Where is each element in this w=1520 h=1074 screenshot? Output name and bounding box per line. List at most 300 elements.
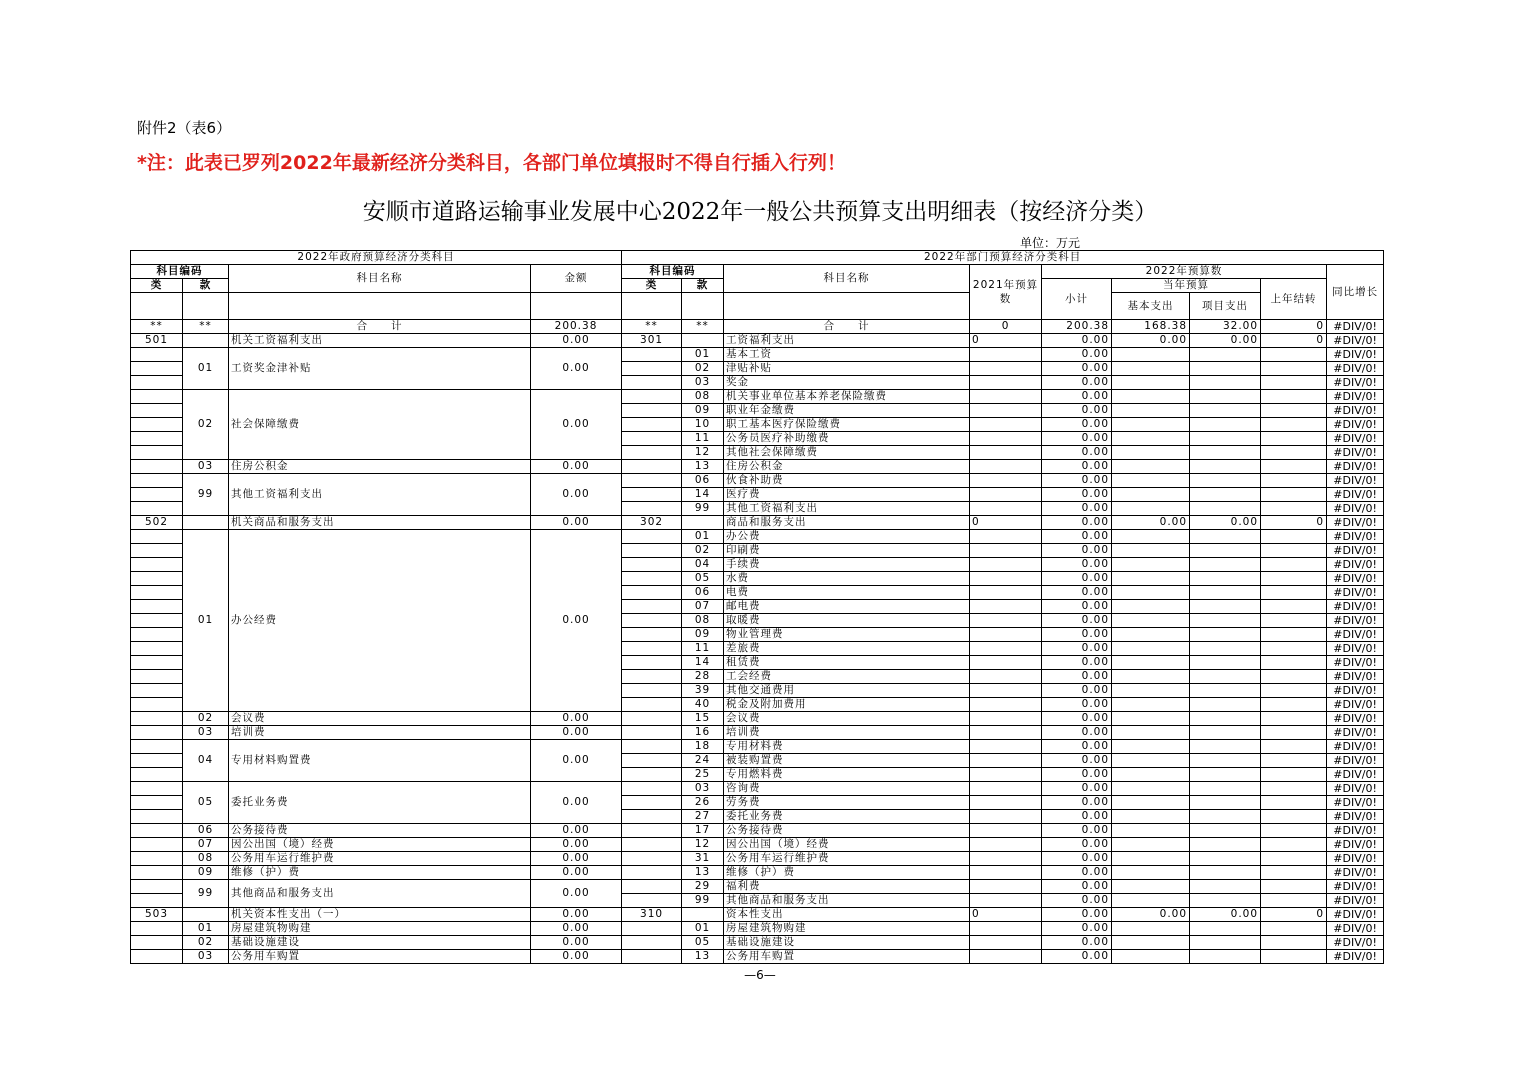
cell-dkuan: 13 [682, 460, 724, 474]
carryover-header: 上年结转 [1261, 279, 1327, 320]
cell-dname: 其他社会保障缴费 [724, 446, 970, 460]
cell-project [1190, 530, 1261, 544]
page-number: —6— [744, 968, 776, 982]
cell-dlei [622, 642, 682, 656]
cell-subtotal: 0.00 [1042, 950, 1112, 964]
cell-carry [1261, 348, 1327, 362]
cell-carry [1261, 698, 1327, 712]
cell-dlei [622, 740, 682, 754]
cell-dname: 印刷费 [724, 544, 970, 558]
table-row [131, 922, 1384, 936]
cell-dlei [622, 614, 682, 628]
cell-growth: #DIV/0! [1327, 712, 1384, 726]
cell-dkuan: 03 [682, 782, 724, 796]
current-year-header: 当年预算 [1112, 279, 1261, 293]
cell-prev [970, 880, 1042, 894]
cell-prev [970, 348, 1042, 362]
cell-lei [131, 656, 183, 670]
cell-basic [1112, 488, 1190, 502]
cell-basic [1112, 474, 1190, 488]
cell-lei [131, 404, 183, 418]
cell-dname: 职工基本医疗保险缴费 [724, 418, 970, 432]
cell-dlei [622, 656, 682, 670]
cell-dname: 物业管理费 [724, 628, 970, 642]
cell-basic [1112, 922, 1190, 936]
cell-dkuan: 05 [682, 572, 724, 586]
cell-prev [970, 670, 1042, 684]
total-subtotal: 200.38 [1042, 320, 1112, 334]
cell-project [1190, 936, 1261, 950]
cell-growth: #DIV/0! [1327, 656, 1384, 670]
table-row [131, 950, 1384, 964]
cell-prev [970, 656, 1042, 670]
cell-subtotal: 0.00 [1042, 810, 1112, 824]
cell-basic [1112, 754, 1190, 768]
table-row [131, 838, 1384, 852]
cell-carry: 0 [1261, 516, 1327, 530]
project-header: 项目支出 [1190, 293, 1261, 320]
cell-basic [1112, 502, 1190, 516]
cell-basic [1112, 544, 1190, 558]
cell-carry [1261, 432, 1327, 446]
cell-lei [131, 530, 183, 544]
cell-carry [1261, 418, 1327, 432]
cell-growth: #DIV/0! [1327, 754, 1384, 768]
cell-dlei [622, 894, 682, 908]
cell-amount: 0.00 [531, 390, 622, 460]
cell-basic [1112, 376, 1190, 390]
cell-dname: 手续费 [724, 558, 970, 572]
cell-growth: #DIV/0! [1327, 600, 1384, 614]
total-prev: 0 [970, 320, 1042, 334]
cell-carry [1261, 810, 1327, 824]
cell-project [1190, 614, 1261, 628]
cell-lei [131, 418, 183, 432]
cell-lei [131, 894, 183, 908]
cell-growth: #DIV/0! [1327, 502, 1384, 516]
cell-dlei [622, 838, 682, 852]
cell-amount: 0.00 [531, 348, 622, 390]
cell-basic [1112, 740, 1190, 754]
cell-project [1190, 642, 1261, 656]
cell-dkuan: 28 [682, 670, 724, 684]
cell-kuan [183, 908, 229, 922]
cell-dkuan [682, 334, 724, 348]
cell-dname: 工会经费 [724, 670, 970, 684]
cell-lei [131, 502, 183, 516]
cell-lei [131, 488, 183, 502]
cell-dname: 房屋建筑物购建 [724, 922, 970, 936]
cell-subtotal: 0.00 [1042, 446, 1112, 460]
cell-growth: #DIV/0! [1327, 586, 1384, 600]
cell-dkuan: 11 [682, 642, 724, 656]
cell-growth: #DIV/0! [1327, 852, 1384, 866]
cell-prev [970, 768, 1042, 782]
cell-name: 机关资本性支出（一） [229, 908, 531, 922]
cell-dname: 公务用车购置 [724, 950, 970, 964]
cell-prev [970, 726, 1042, 740]
cell-subtotal: 0.00 [1042, 838, 1112, 852]
cell-growth: #DIV/0! [1327, 474, 1384, 488]
cell-subtotal: 0.00 [1042, 768, 1112, 782]
cell-dname: 因公出国（境）经费 [724, 838, 970, 852]
cell-project: 0.00 [1190, 908, 1261, 922]
cell-prev: 0 [970, 908, 1042, 922]
cell-lei [131, 852, 183, 866]
cell-name: 公务用车购置 [229, 950, 531, 964]
cell-growth: #DIV/0! [1327, 810, 1384, 824]
cell-growth: #DIV/0! [1327, 404, 1384, 418]
cell-dname: 津贴补贴 [724, 362, 970, 376]
cell-project [1190, 418, 1261, 432]
cell-project [1190, 796, 1261, 810]
cell-dlei [622, 810, 682, 824]
cell-dkuan: 14 [682, 656, 724, 670]
cell-prev [970, 922, 1042, 936]
cell-dkuan: 09 [682, 404, 724, 418]
cell-dlei [622, 670, 682, 684]
cell-prev [970, 852, 1042, 866]
cell-dname: 税金及附加费用 [724, 698, 970, 712]
cell-amount: 0.00 [531, 530, 622, 712]
cell-growth: #DIV/0! [1327, 838, 1384, 852]
cell-subtotal: 0.00 [1042, 740, 1112, 754]
cell-carry [1261, 642, 1327, 656]
cell-name: 办公经费 [229, 530, 531, 712]
cell-name: 机关商品和服务支出 [229, 516, 531, 530]
cell-lei [131, 558, 183, 572]
cell-lei [131, 768, 183, 782]
cell-prev [970, 558, 1042, 572]
cell-subtotal: 0.00 [1042, 572, 1112, 586]
cell-prev [970, 796, 1042, 810]
cell-basic [1112, 796, 1190, 810]
cell-basic [1112, 572, 1190, 586]
table-row [131, 726, 1384, 740]
dept-kuan-header: 款 [682, 279, 724, 293]
cell-dkuan: 12 [682, 838, 724, 852]
cell-subtotal: 0.00 [1042, 488, 1112, 502]
attachment-label: 附件2（表6） [137, 119, 232, 137]
cell-dkuan: 39 [682, 684, 724, 698]
cell-basic [1112, 950, 1190, 964]
cell-subtotal: 0.00 [1042, 600, 1112, 614]
cell-basic [1112, 600, 1190, 614]
cell-project [1190, 894, 1261, 908]
cell-amount: 0.00 [531, 740, 622, 782]
cell-kuan: 01 [183, 348, 229, 390]
cell-lei [131, 348, 183, 362]
cell-subtotal: 0.00 [1042, 558, 1112, 572]
cell-project: 0.00 [1190, 334, 1261, 348]
cell-dlei [622, 488, 682, 502]
cell-dlei [622, 600, 682, 614]
cell-kuan [183, 516, 229, 530]
cell-subtotal: 0.00 [1042, 824, 1112, 838]
cell-lei: 502 [131, 516, 183, 530]
cell-subtotal: 0.00 [1042, 348, 1112, 362]
cell-dname: 商品和服务支出 [724, 516, 970, 530]
table-row [131, 530, 1384, 544]
cell-growth: #DIV/0! [1327, 362, 1384, 376]
cell-prev [970, 698, 1042, 712]
total-amount: 200.38 [531, 320, 622, 334]
cell-lei [131, 684, 183, 698]
cell-dlei [622, 768, 682, 782]
dept-lei-header: 类 [622, 279, 682, 293]
cell-prev: 0 [970, 516, 1042, 530]
cell-carry [1261, 684, 1327, 698]
cell-dname: 公务员医疗补助缴费 [724, 432, 970, 446]
cell-dkuan: 17 [682, 824, 724, 838]
cell-dname: 维修（护）费 [724, 866, 970, 880]
cell-basic [1112, 530, 1190, 544]
cell-name: 房屋建筑物购建 [229, 922, 531, 936]
cell-kuan: 99 [183, 880, 229, 908]
cell-subtotal: 0.00 [1042, 614, 1112, 628]
cell-dlei [622, 712, 682, 726]
table-row [131, 474, 1384, 488]
cell-project [1190, 558, 1261, 572]
cell-amount: 0.00 [531, 880, 622, 908]
cell-name: 因公出国（境）经费 [229, 838, 531, 852]
cell-carry [1261, 530, 1327, 544]
cell-carry [1261, 950, 1327, 964]
cell-dkuan: 13 [682, 950, 724, 964]
cell-basic [1112, 628, 1190, 642]
document-title: 安顺市道路运输事业发展中心2022年一般公共预算支出明细表（按经济分类） [362, 199, 1158, 225]
cell-project [1190, 768, 1261, 782]
cell-carry [1261, 726, 1327, 740]
cell-prev [970, 418, 1042, 432]
cell-growth: #DIV/0! [1327, 418, 1384, 432]
cell-basic [1112, 390, 1190, 404]
cell-dname: 专用材料费 [724, 740, 970, 754]
cell-growth: #DIV/0! [1327, 376, 1384, 390]
table-row [131, 390, 1384, 404]
cell-dname: 基础设施建设 [724, 936, 970, 950]
cell-prev [970, 586, 1042, 600]
cell-kuan: 01 [183, 530, 229, 712]
cell-dlei [622, 404, 682, 418]
cell-project [1190, 824, 1261, 838]
cell-lei [131, 376, 183, 390]
cell-lei [131, 390, 183, 404]
cell-project [1190, 376, 1261, 390]
cell-subtotal: 0.00 [1042, 698, 1112, 712]
cell-dlei [622, 852, 682, 866]
cell-dkuan: 02 [682, 544, 724, 558]
cell-prev [970, 824, 1042, 838]
cell-basic [1112, 880, 1190, 894]
cell-dkuan: 25 [682, 768, 724, 782]
cell-basic [1112, 404, 1190, 418]
cell-growth: #DIV/0! [1327, 572, 1384, 586]
cell-carry: 0 [1261, 334, 1327, 348]
cell-dlei [622, 726, 682, 740]
cell-name: 委托业务费 [229, 782, 531, 824]
cell-dkuan [682, 516, 724, 530]
cell-dlei: 302 [622, 516, 682, 530]
total-dept-lei: ** [622, 320, 682, 334]
cell-lei: 501 [131, 334, 183, 348]
gov-name-header: 科目名称 [229, 265, 531, 293]
cell-prev [970, 502, 1042, 516]
cell-carry [1261, 474, 1327, 488]
cell-basic [1112, 586, 1190, 600]
cell-growth: #DIV/0! [1327, 768, 1384, 782]
cell-growth: #DIV/0! [1327, 670, 1384, 684]
cell-carry [1261, 922, 1327, 936]
cell-dkuan: 04 [682, 558, 724, 572]
cell-subtotal: 0.00 [1042, 726, 1112, 740]
cell-dname: 办公费 [724, 530, 970, 544]
cell-amount: 0.00 [531, 334, 622, 348]
cell-dlei [622, 432, 682, 446]
cell-growth: #DIV/0! [1327, 390, 1384, 404]
cell-dlei [622, 572, 682, 586]
cell-project [1190, 474, 1261, 488]
cell-dlei [622, 376, 682, 390]
cell-lei [131, 880, 183, 894]
cell-amount: 0.00 [531, 908, 622, 922]
cell-project [1190, 922, 1261, 936]
cell-subtotal: 0.00 [1042, 516, 1112, 530]
cell-name: 住房公积金 [229, 460, 531, 474]
cell-lei [131, 936, 183, 950]
cell-dkuan: 01 [682, 348, 724, 362]
total-lei: ** [131, 320, 183, 334]
cell-project [1190, 600, 1261, 614]
cell-subtotal: 0.00 [1042, 628, 1112, 642]
gov-code-header: 科目编码 [131, 265, 229, 279]
cell-project [1190, 740, 1261, 754]
cell-dkuan: 07 [682, 600, 724, 614]
cell-kuan: 08 [183, 852, 229, 866]
cell-amount: 0.00 [531, 474, 622, 516]
cell-dname: 电费 [724, 586, 970, 600]
cell-carry [1261, 880, 1327, 894]
cell-lei [131, 586, 183, 600]
cell-dkuan: 06 [682, 586, 724, 600]
cell-subtotal: 0.00 [1042, 782, 1112, 796]
cell-prev [970, 950, 1042, 964]
cell-dname: 会议费 [724, 712, 970, 726]
cell-carry [1261, 782, 1327, 796]
cell-project [1190, 726, 1261, 740]
cell-lei [131, 866, 183, 880]
cell-dlei [622, 418, 682, 432]
table-row [131, 516, 1384, 530]
total-project: 32.00 [1190, 320, 1261, 334]
cell-amount: 0.00 [531, 950, 622, 964]
cell-dkuan [682, 908, 724, 922]
cell-project [1190, 698, 1261, 712]
cell-subtotal: 0.00 [1042, 642, 1112, 656]
cell-project [1190, 432, 1261, 446]
cell-project [1190, 852, 1261, 866]
cell-dname: 机关事业单位基本养老保险缴费 [724, 390, 970, 404]
cell-dlei: 301 [622, 334, 682, 348]
cell-kuan: 06 [183, 824, 229, 838]
cell-project [1190, 866, 1261, 880]
cell-subtotal: 0.00 [1042, 656, 1112, 670]
total-growth: #DIV/0! [1327, 320, 1384, 334]
cell-dname: 其他交通费用 [724, 684, 970, 698]
cell-lei [131, 838, 183, 852]
cell-lei [131, 670, 183, 684]
cell-carry [1261, 558, 1327, 572]
cell-subtotal: 0.00 [1042, 586, 1112, 600]
cell-lei [131, 544, 183, 558]
cell-lei [131, 782, 183, 796]
cell-lei [131, 950, 183, 964]
cell-name: 公务接待费 [229, 824, 531, 838]
cell-name: 其他工资福利支出 [229, 474, 531, 516]
cell-lei: 503 [131, 908, 183, 922]
cell-prev [970, 404, 1042, 418]
cell-subtotal: 0.00 [1042, 404, 1112, 418]
cell-subtotal: 0.00 [1042, 334, 1112, 348]
cell-basic [1112, 670, 1190, 684]
unit-label: 单位：万元 [1020, 236, 1081, 250]
instruction-note: *注：此表已罗列2022年最新经济分类科目，各部门单位填报时不得自行插入行列！ [137, 152, 846, 174]
cell-growth: #DIV/0! [1327, 516, 1384, 530]
cell-carry [1261, 894, 1327, 908]
cell-amount: 0.00 [531, 782, 622, 824]
cell-lei [131, 474, 183, 488]
cell-dname: 伙食补助费 [724, 474, 970, 488]
cell-kuan: 02 [183, 936, 229, 950]
cell-growth: #DIV/0! [1327, 908, 1384, 922]
cell-dname: 委托业务费 [724, 810, 970, 824]
cell-carry [1261, 670, 1327, 684]
gov-kuan-header: 款 [183, 279, 229, 293]
cell-basic [1112, 432, 1190, 446]
cell-growth: #DIV/0! [1327, 726, 1384, 740]
cell-project [1190, 712, 1261, 726]
cell-carry [1261, 586, 1327, 600]
cell-growth: #DIV/0! [1327, 866, 1384, 880]
cell-subtotal: 0.00 [1042, 362, 1112, 376]
total-label: 合 计 [229, 320, 531, 334]
cell-dlei [622, 390, 682, 404]
cell-carry [1261, 838, 1327, 852]
cell-carry [1261, 656, 1327, 670]
cell-dkuan: 13 [682, 866, 724, 880]
gov-header: 2022年政府预算经济分类科目 [131, 251, 622, 265]
cell-subtotal: 0.00 [1042, 880, 1112, 894]
cell-lei [131, 572, 183, 586]
cell-dkuan: 11 [682, 432, 724, 446]
cell-name: 公务用车运行维护费 [229, 852, 531, 866]
cell-dname: 培训费 [724, 726, 970, 740]
cell-subtotal: 0.00 [1042, 390, 1112, 404]
cell-kuan: 02 [183, 712, 229, 726]
cell-basic: 0.00 [1112, 908, 1190, 922]
cell-growth: #DIV/0! [1327, 740, 1384, 754]
cell-subtotal: 0.00 [1042, 474, 1112, 488]
cell-kuan: 01 [183, 922, 229, 936]
total-dept-kuan: ** [682, 320, 724, 334]
cell-dkuan: 40 [682, 698, 724, 712]
cell-growth: #DIV/0! [1327, 684, 1384, 698]
cell-project [1190, 838, 1261, 852]
cell-dkuan: 99 [682, 502, 724, 516]
cell-dname: 其他商品和服务支出 [724, 894, 970, 908]
cell-dname: 被装购置费 [724, 754, 970, 768]
cell-lei [131, 432, 183, 446]
